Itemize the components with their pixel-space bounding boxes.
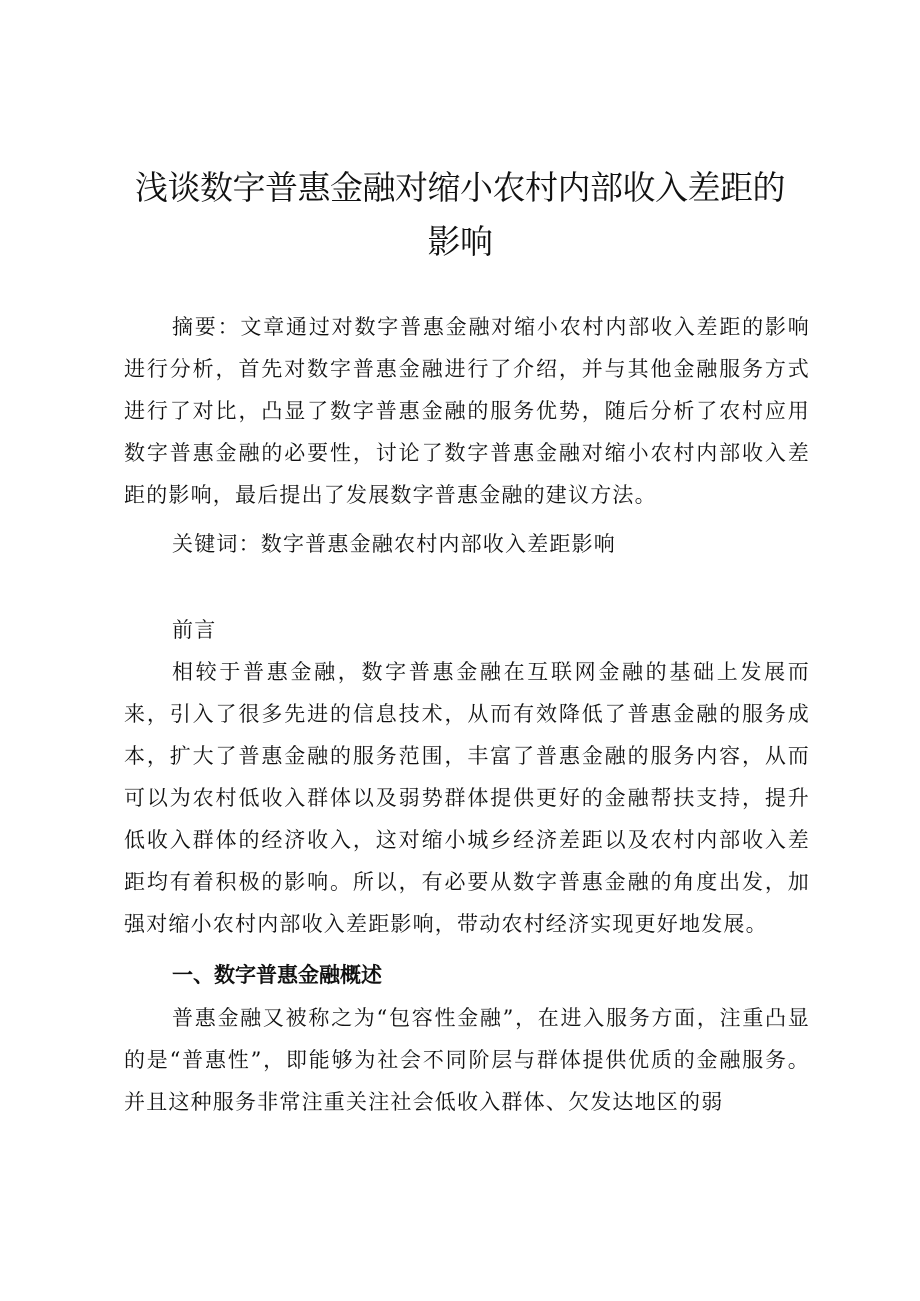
document-title-line-1: 浅谈数字普惠金融对缩小农村内部收入差距的 bbox=[135, 168, 785, 207]
section-1-heading: 一、数字普惠金融概述 bbox=[172, 963, 382, 987]
abstract-paragraph: 摘要：文章通过对数字普惠金融对缩小农村内部收入差距的影响进行分析，首先对数字普惠金融进行了介绍，并与其他金融服务方式进行了对比，凸显了数字普惠金融的服务优势，随后分析了农村应用数字普惠金融的必要性，讨论了数字普惠金融对缩小农村内部收入差距的影响，最后提出了发展数字普惠金融的建议方法。 bbox=[124, 315, 810, 507]
keywords-line: 关键词：数字普惠金融农村内部收入差距影响 bbox=[172, 532, 616, 556]
preface-paragraph: 相较于普惠金融，数字普惠金融在互联网金融的基础上发展而来，引入了很多先进的信息技术，从而有效降低了普惠金融的服务成本，扩大了普惠金融的服务范围，丰富了普惠金融的服务内容，从而可以为农村低收入群体以及弱势群体提供更好的金融帮扶支持，提升低收入群体的经济收入，这对缩小城乡经济差距以及农村内部收入差距均有着积极的影响。所以，有必要从数字普惠金融的角度出发，加强对缩小农村内部收入差距影响，带动农村经济实现更好地发展。 bbox=[124, 660, 810, 936]
section-1-paragraph: 普惠金融又被称之为“包容性金融”，在进入服务方面，注重凸显的是“普惠性”，即能够为社会不同阶层与群体提供优质的金融服务。并且这种服务非常注重关注社会低收入群体、欠发达地区的弱 bbox=[124, 1006, 810, 1114]
preface-heading: 前言 bbox=[172, 618, 217, 642]
document-title-line-2: 影响 bbox=[427, 222, 493, 261]
